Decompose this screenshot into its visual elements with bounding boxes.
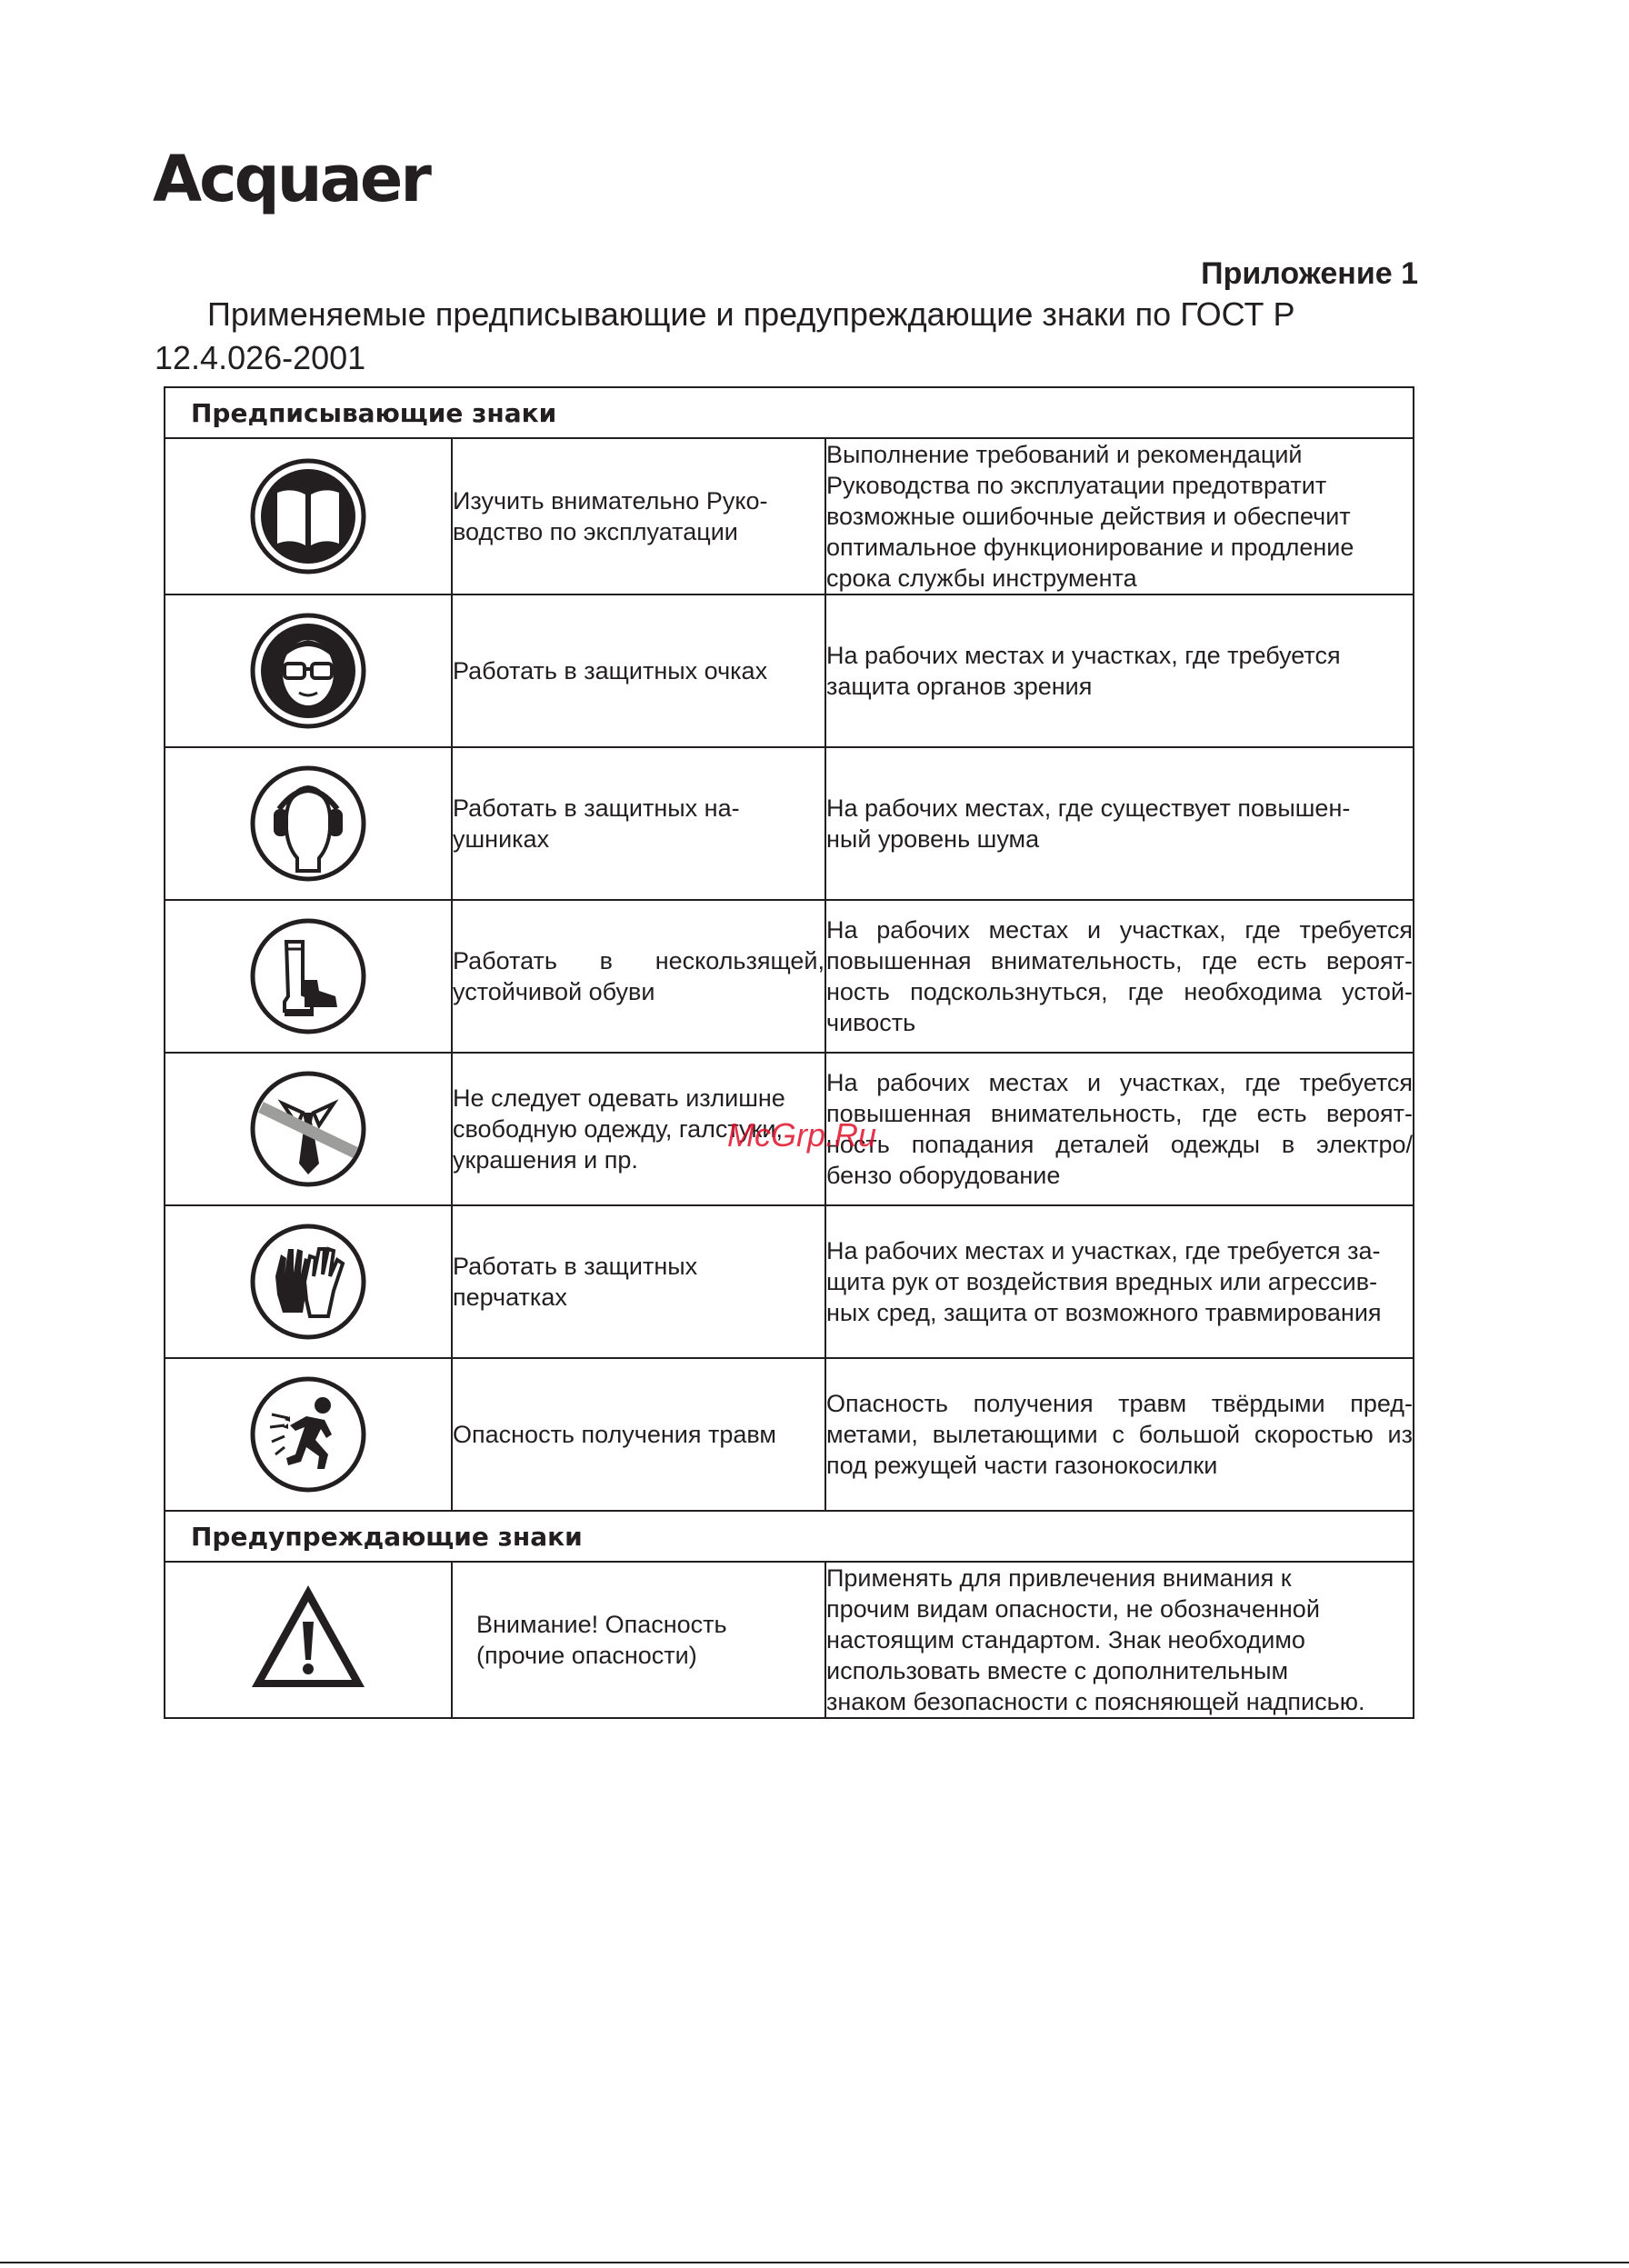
sign-name-line: Работать в защитных на- [453,794,740,822]
sign-name [452,1358,825,1511]
sign-description-line: ность попадания деталей одежды в электро/ [826,1131,1414,1158]
page-bottom-rule [0,2262,1629,2263]
sign-description-line: Применять для привлечения внимания к [826,1564,1292,1592]
table-row [165,1358,1414,1511]
sign-description-line: Выполнение требований и рекомендаций [826,441,1303,468]
sign-description-line: знаком безопасности с поясняющей надписью. [826,1688,1365,1715]
sign-name-line: Внимание! Опасность [476,1611,727,1638]
sign-description-line: чивость [826,1009,916,1036]
sign-description [825,1358,1414,1511]
sign-description-line: щита рук от воздействия вредных или агрессив- [826,1268,1378,1295]
sign-description-line: использовать вместе с дополнительным [826,1657,1289,1684]
sign-cell [165,1562,452,1718]
sign-description [825,747,1414,900]
sign-cell [165,438,452,594]
sign-name-line: Изучить внимательно Руко- [453,487,768,515]
sign-description-line: возможные ошибочные действия и обеспечит [826,503,1351,530]
sign-description [825,900,1414,1053]
read-manual-icon [248,456,368,576]
watermark: McGrp.Ru [727,1116,877,1154]
sign-name-line: Работать в защитных очках [453,657,768,684]
sign-name-line: Работать в защитных [453,1253,698,1280]
sign-name [452,1562,825,1718]
section-title: Предписывающие знаки [165,387,1414,438]
brand-logo: Acquaer [153,142,429,216]
sign-name-line: Не следует одевать излишне [453,1084,785,1112]
sign-description-line: защита органов зрения [826,673,1093,700]
sign-description-line: На рабочих местах и участках, где требуется [826,642,1341,669]
sign-name-line: Опасность получения травм [453,1421,776,1448]
table-row [165,747,1414,900]
sign-description [825,438,1414,594]
sign-description-line: повышенная внимательность, где есть вероят- [826,1100,1414,1127]
sign-description-line: повышенная внимательность, где есть вероят- [826,947,1414,974]
safety-goggles-icon [248,611,368,731]
sign-cell [165,900,452,1053]
sign-name-line: (прочие опасности) [476,1642,697,1669]
general-warning-icon [248,1580,368,1700]
sign-description-line: На рабочих местах и участках, где требуется [826,916,1414,944]
ear-protection-icon [248,764,368,884]
sign-name [452,1205,825,1358]
section-header-mandatory [165,387,1414,438]
sign-description-line: Опасность получения травм твёрдыми пред- [826,1390,1414,1417]
sign-description-line: прочим видам опасности, не обозначенной [826,1595,1320,1623]
sign-name [452,438,825,594]
protective-gloves-icon [248,1222,368,1342]
appendix-label: Приложение 1 [1201,256,1418,291]
sign-name-line: устойчивой обуви [453,978,655,1005]
sign-description-line: бензо оборудование [826,1162,1061,1189]
section-title: Предупреждающие знаки [165,1511,1414,1562]
document-heading-line2: 12.4.026-2001 [155,339,366,376]
sign-name [452,747,825,900]
sign-description [825,1562,1414,1718]
sign-cell [165,594,452,747]
sign-description-line: На рабочих местах и участках, где требуется [826,1069,1414,1096]
sign-description-line: На рабочих местах, где существует повышен- [826,794,1351,822]
table-row [165,438,1414,594]
sign-description-line: под режущей части газонокосилки [826,1452,1218,1479]
sign-name [452,594,825,747]
table-row [165,1205,1414,1358]
sign-cell [165,1205,452,1358]
sign-name-line: водство по эксплуатации [453,518,738,545]
sign-description-line: ный уровень шума [826,825,1040,853]
sign-name-line: ушниках [453,825,550,853]
sign-cell [165,1053,452,1205]
sign-name-line: перчатках [453,1284,567,1311]
sign-description-line: На рабочих местах и участках, где требуется за- [826,1237,1381,1264]
sign-description-line: ность подскользнуться, где необходима устой- [826,978,1414,1005]
safety-signs-table [164,386,1414,1719]
sign-description-line: оптимальное функционирование и продление [826,534,1354,561]
sign-description-line: срока службы инструмента [826,565,1137,592]
sign-description-line: метами, вылетающими с большой скоростью из [826,1421,1414,1448]
sign-description [825,1053,1414,1205]
section-header-warning [165,1511,1414,1562]
flying-debris-icon [248,1374,368,1494]
sign-name [452,900,825,1053]
sign-cell [165,747,452,900]
sign-description-line: Руководства по эксплуатации предотвратит [826,472,1327,499]
safety-boots-icon [248,916,368,1036]
sign-description-line: ных сред, защита от возможного травмирования [826,1299,1382,1326]
table-row [165,1562,1414,1718]
sign-name-line: свободную одежду, галстуки, [453,1115,783,1143]
sign-cell [165,1358,452,1511]
sign-description [825,1205,1414,1358]
table-row [165,594,1414,747]
sign-description [825,594,1414,747]
document-heading-line1: Применяемые предписывающие и предупреждающие знаки по ГОСТ Р [207,295,1295,333]
sign-name-line: украшения и пр. [453,1146,638,1174]
sign-name-line: Работать в нескользящей, [453,947,824,974]
no-loose-clothing-icon [248,1069,368,1189]
sign-description-line: настоящим стандартом. Знак необходимо [826,1626,1305,1654]
table-row [165,900,1414,1053]
